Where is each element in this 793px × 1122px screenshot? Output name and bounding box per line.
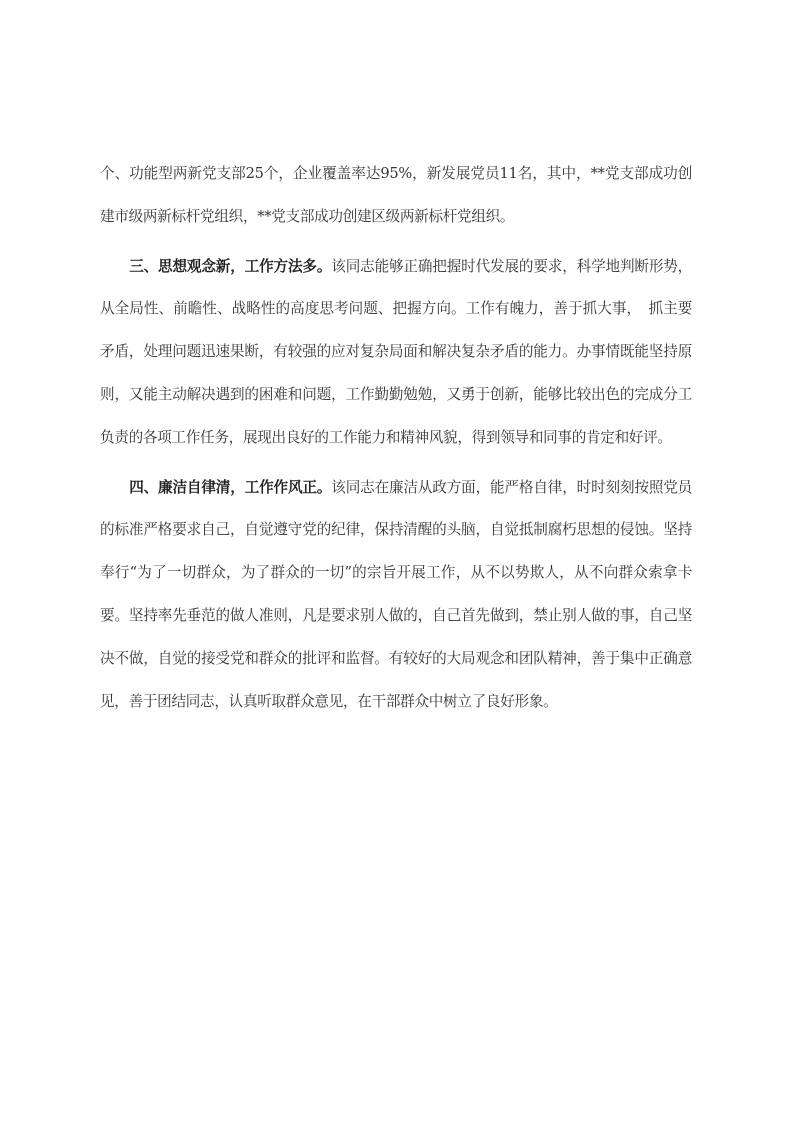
paragraph-section-four: [100, 467, 692, 724]
paragraph-body: 该同志能够正确把握时代发展的要求，科学地判断形势，从全局性、前瞻性、战略性的高度思考问题、把握方向。工作有魄力，善于抓大事， 抓主要矛盾，处理问题迅速果断，有较强的应对复杂局面和解决复杂矛盾的能力。办事情既能坚持原则，又能主动解决遇到的困难和问题，工作勤勤勉勉，又勇于创新，能够比较出色的完成分工负责的各项工作任务，展现出良好的工作能力和精神风貌，得到领导和同事的肯定和好评。: [100, 257, 692, 446]
paragraph-continuation: [100, 153, 692, 239]
paragraph-body: 个、功能型两新党支部25个，企业覆盖率达95%，新发展党员11名，其中，**党支部成功创建市级两新标杆党组织，**党支部成功创建区级两新标杆党组织。: [100, 165, 692, 225]
paragraph-body: 该同志在廉洁从政方面，能严格自律，时时刻刻按照党员的标准严格要求自己，自觉遵守党的纪律，保持清醒的头脑，自觉抵制腐朽思想的侵蚀。坚持奉行“为了一切群众，为了群众的一切”的宗旨开展工作，从不以势欺人，从不向群众索拿卡要。坚持率先垂范的做人准则，凡是要求别人做的，自己首先做到，禁止别人做的事，自己坚决不做，自觉的接受党和群众的批评和监督。有较好的大局观念和团队精神，善于集中正确意见，善于团结同志，认真听取群众意见，在干部群众中树立了良好形象。: [100, 478, 692, 710]
paragraph-section-three: [100, 246, 692, 460]
section-heading: 四、廉洁自律清，工作作风正。: [129, 478, 332, 496]
section-heading: 三、思想观念新，工作方法多。: [129, 257, 332, 275]
document-page: [100, 153, 692, 723]
